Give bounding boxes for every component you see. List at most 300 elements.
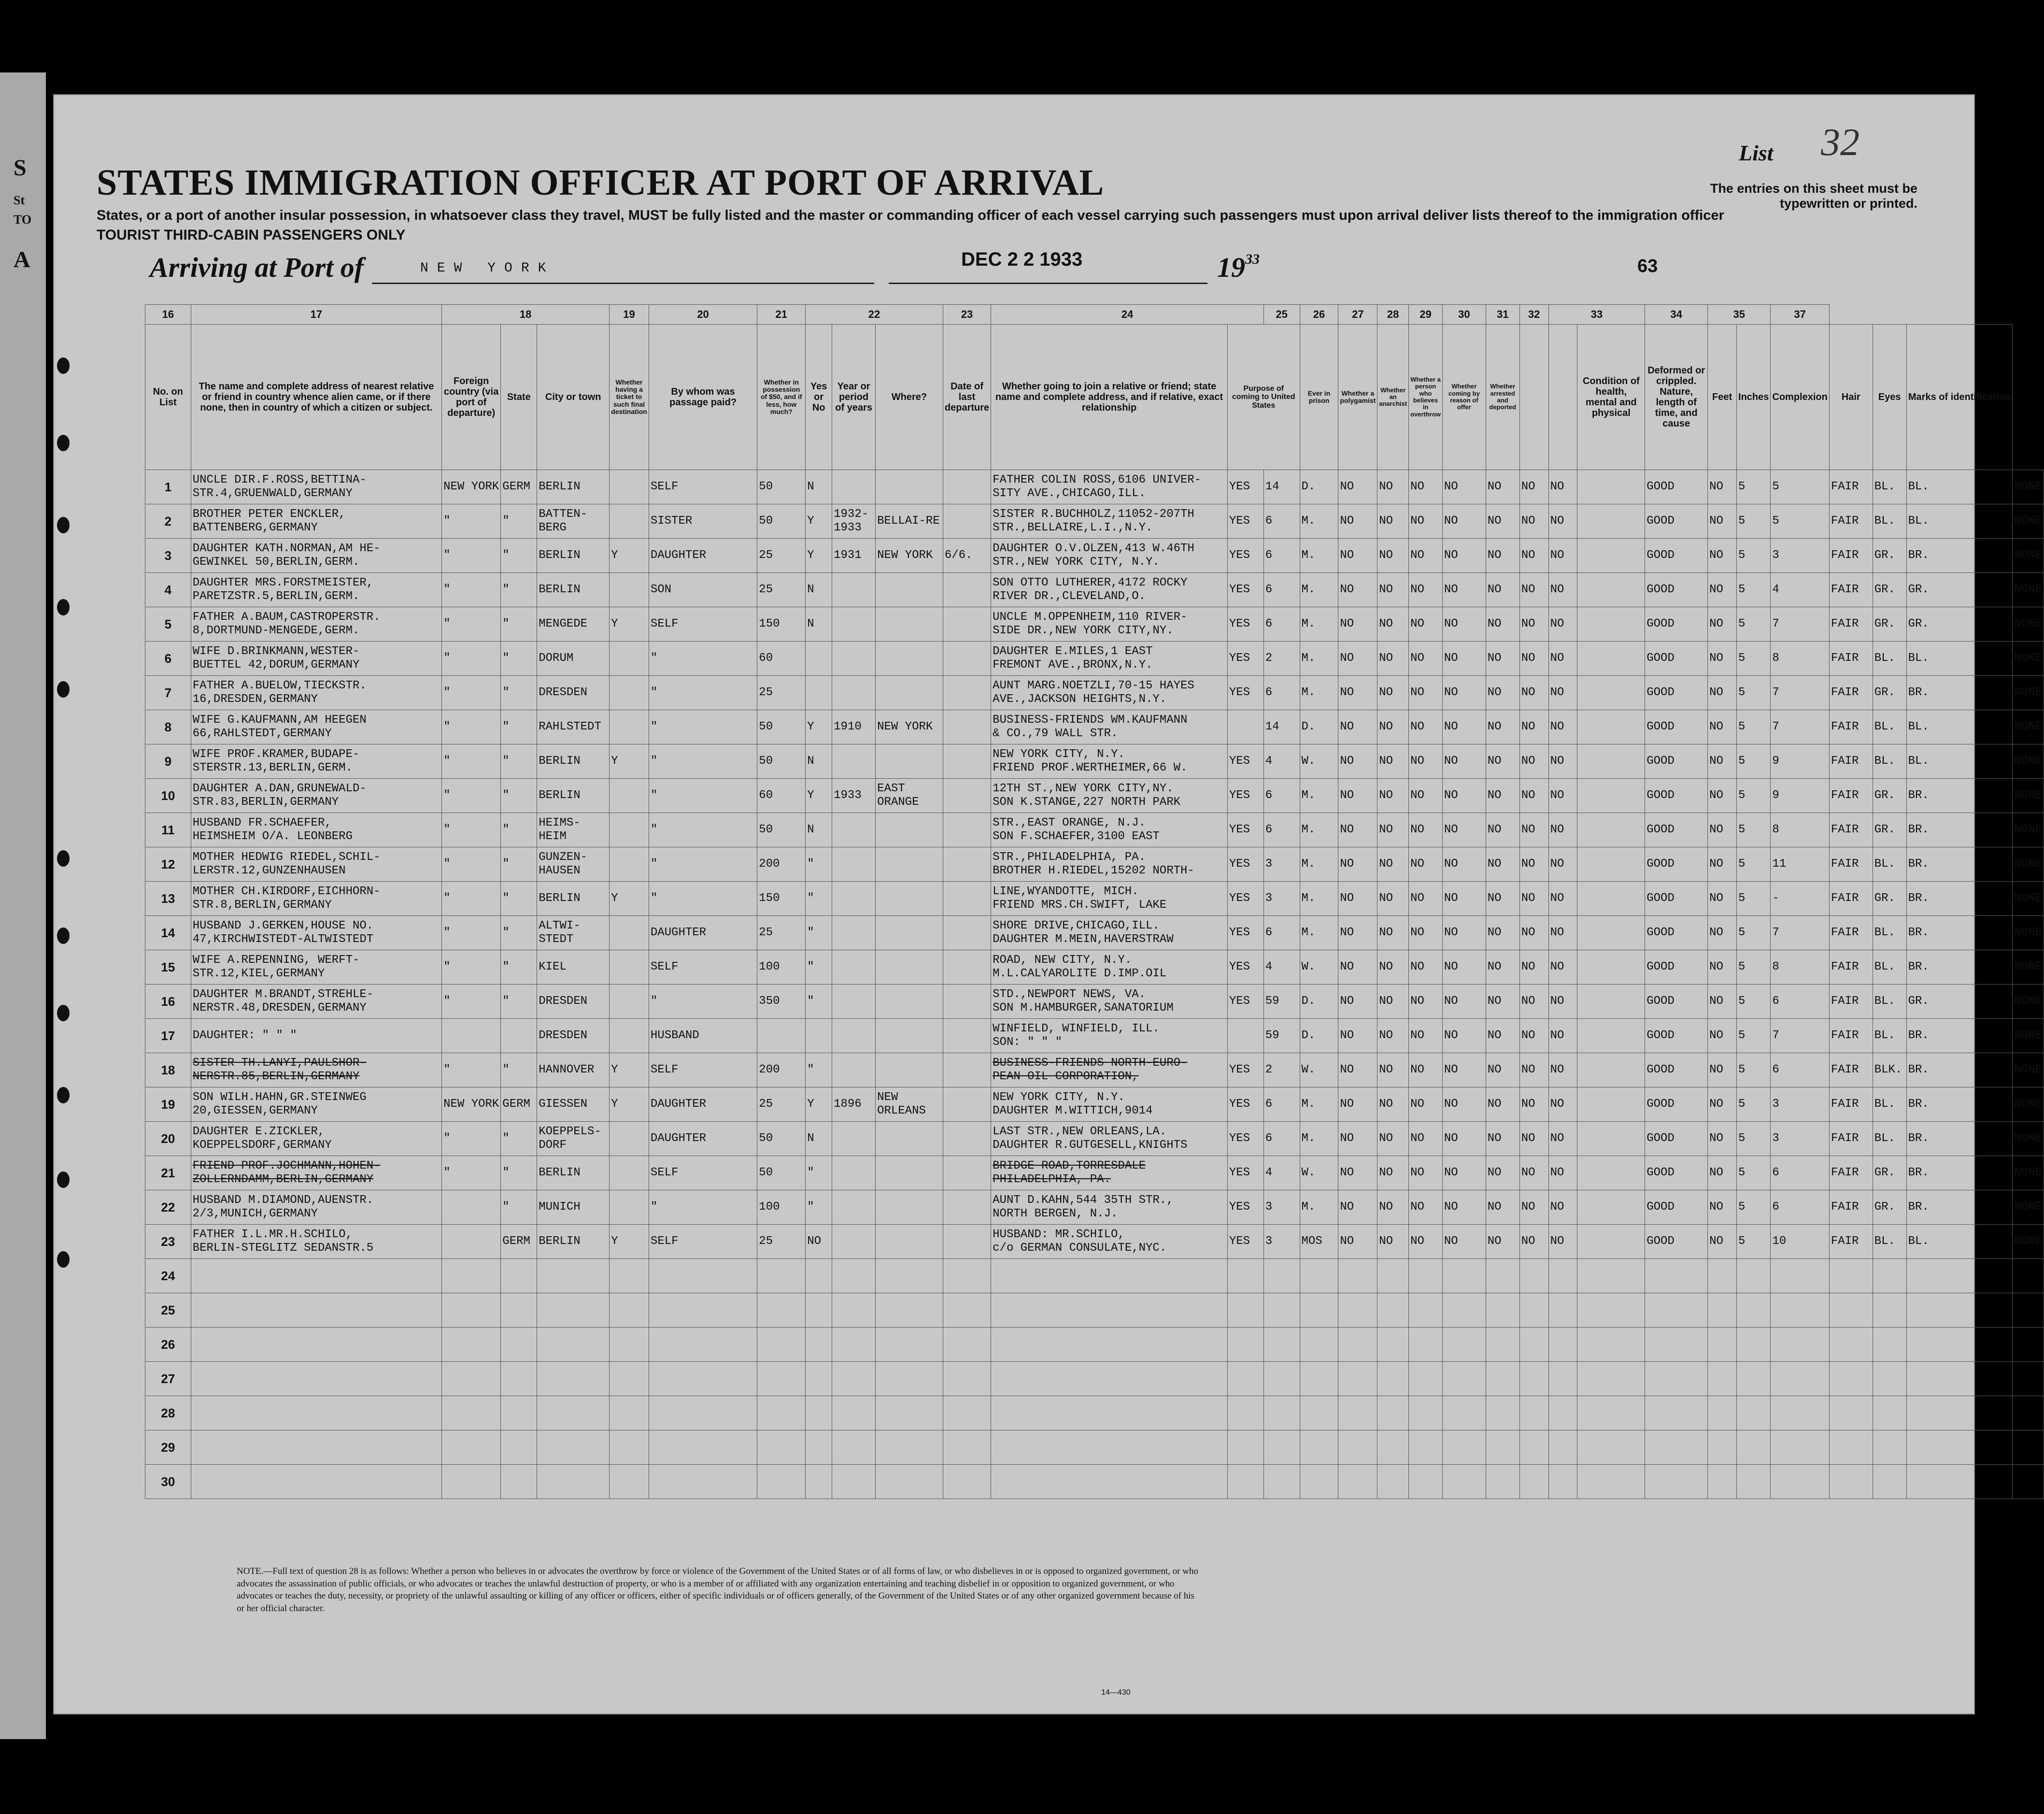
empty-cell bbox=[757, 1259, 806, 1293]
cell-line: STR.8,BERLIN,GERMANY bbox=[192, 899, 332, 912]
p1-cell: 3 bbox=[1263, 882, 1300, 916]
c-cell: NO bbox=[1409, 504, 1443, 539]
col-money: Whether in possession of $50, and if less, how much? bbox=[757, 325, 806, 470]
empty-cell bbox=[501, 1430, 537, 1465]
where-cell bbox=[876, 813, 943, 847]
paid-cell: " bbox=[649, 676, 757, 710]
ticket-cell bbox=[610, 779, 649, 813]
row-number: 29 bbox=[145, 1430, 191, 1465]
empty-cell bbox=[991, 1328, 1228, 1362]
cell-line: STR.4,GRUENWALD,GERMANY bbox=[192, 487, 353, 500]
row-number: 15 bbox=[145, 950, 191, 985]
eyes-cell: BR. bbox=[1906, 882, 2013, 916]
empty-cell bbox=[1737, 1259, 1771, 1293]
blank-cell bbox=[1577, 813, 1645, 847]
money-cell: 25 bbox=[757, 676, 806, 710]
p2-cell: W. bbox=[1300, 950, 1338, 985]
p1-cell: 4 bbox=[1263, 1156, 1300, 1190]
paid-cell: SON bbox=[649, 573, 757, 607]
g-cell: NO bbox=[1548, 813, 1577, 847]
p2-cell: M. bbox=[1300, 847, 1338, 882]
in-cell: 3 bbox=[1771, 1122, 1829, 1156]
table-row bbox=[145, 813, 2044, 847]
empty-cell bbox=[1708, 1328, 1737, 1362]
cell-line: SON K.STANGE,227 NORTH PARK bbox=[993, 796, 1181, 809]
deform-cell: NO bbox=[1708, 985, 1737, 1019]
c-cell: NO bbox=[1409, 1087, 1443, 1122]
f-cell: NO bbox=[1519, 1225, 1548, 1259]
relative-cell bbox=[191, 950, 441, 985]
health-cell: GOOD bbox=[1645, 779, 1708, 813]
d-cell: NO bbox=[1442, 847, 1486, 882]
cell-line: FATHER COLIN ROSS,6106 UNIVER- bbox=[993, 473, 1202, 487]
marks-cell: NONE bbox=[2013, 573, 2044, 607]
p2-cell: M. bbox=[1300, 573, 1338, 607]
empty-cell bbox=[1263, 1430, 1300, 1465]
p1-cell: 4 bbox=[1263, 744, 1300, 779]
in-cell: 7 bbox=[1771, 676, 1829, 710]
ticket-cell: Y bbox=[610, 607, 649, 642]
years-cell bbox=[832, 1156, 876, 1190]
hair-cell: GR. bbox=[1873, 539, 1906, 573]
p1-cell: 6 bbox=[1263, 779, 1300, 813]
d-cell: NO bbox=[1442, 676, 1486, 710]
yes-cell: YES bbox=[1227, 504, 1263, 539]
g-cell: NO bbox=[1548, 676, 1577, 710]
empty-cell bbox=[1873, 1362, 1906, 1396]
cell-line: UNCLE DIR.F.ROSS,BETTINA- bbox=[192, 473, 367, 487]
state-cell: " bbox=[501, 642, 537, 676]
marks-cell: NONE bbox=[2013, 676, 2044, 710]
years-cell bbox=[832, 1122, 876, 1156]
marks-cell: NONE bbox=[2013, 1122, 2044, 1156]
p2-cell: M. bbox=[1300, 882, 1338, 916]
state-cell: " bbox=[501, 744, 537, 779]
e-cell: NO bbox=[1486, 607, 1519, 642]
empty-cell bbox=[1442, 1362, 1486, 1396]
blank-cell bbox=[1577, 1053, 1645, 1087]
state-cell bbox=[501, 1019, 537, 1053]
in-cell: 5 bbox=[1771, 504, 1829, 539]
binder-hole bbox=[57, 850, 70, 867]
a-cell: NO bbox=[1338, 813, 1377, 847]
before-cell bbox=[806, 642, 832, 676]
empty-cell bbox=[191, 1259, 441, 1293]
binder-hole bbox=[57, 1251, 70, 1268]
comp-cell: FAIR bbox=[1829, 1190, 1873, 1225]
cell-line: WIFE A.REPENNING, WERFT- bbox=[192, 954, 360, 967]
a-cell: NO bbox=[1338, 985, 1377, 1019]
table-row-empty bbox=[145, 1293, 2044, 1328]
paid-cell: HUSBAND bbox=[649, 1019, 757, 1053]
row-number: 10 bbox=[145, 779, 191, 813]
hair-cell: BL. bbox=[1873, 950, 1906, 985]
date-cell: 6/6. bbox=[943, 539, 991, 573]
row-number: 19 bbox=[145, 1087, 191, 1122]
ft-cell: 5 bbox=[1737, 710, 1771, 744]
empty-cell bbox=[832, 1430, 876, 1465]
empty-cell bbox=[1300, 1465, 1338, 1499]
deform-cell: NO bbox=[1708, 1087, 1737, 1122]
comp-cell: FAIR bbox=[1829, 1019, 1873, 1053]
edge-letter: St bbox=[14, 193, 25, 207]
city-cell: BERLIN bbox=[537, 539, 610, 573]
yes-cell: YES bbox=[1227, 916, 1263, 950]
empty-cell bbox=[1409, 1362, 1443, 1396]
a-cell: NO bbox=[1338, 470, 1377, 504]
before-cell bbox=[806, 676, 832, 710]
empty-cell bbox=[1377, 1465, 1409, 1499]
p1-cell: 3 bbox=[1263, 1225, 1300, 1259]
empty-cell bbox=[1338, 1362, 1377, 1396]
empty-cell bbox=[806, 1396, 832, 1430]
money-cell: 150 bbox=[757, 607, 806, 642]
deform-cell: NO bbox=[1708, 470, 1737, 504]
marks-cell: NONE bbox=[2013, 539, 2044, 573]
cell-line: STR.12,KIEL,GERMANY bbox=[192, 967, 325, 980]
cell-line: BROTHER PETER ENCKLER, bbox=[192, 508, 346, 521]
empty-cell bbox=[649, 1396, 757, 1430]
row-number: 5 bbox=[145, 607, 191, 642]
in-cell: 8 bbox=[1771, 642, 1829, 676]
in-cell: 9 bbox=[1771, 779, 1829, 813]
empty-cell bbox=[442, 1328, 501, 1362]
cell-line: DAUGHTER MRS.FORSTMEISTER, bbox=[192, 576, 374, 590]
col-ticket: Whether having a ticket to such final destination bbox=[610, 325, 649, 470]
where-cell bbox=[876, 470, 943, 504]
date-underline bbox=[889, 283, 1207, 284]
state-cell: " bbox=[501, 950, 537, 985]
money-cell: 25 bbox=[757, 916, 806, 950]
deform-cell: NO bbox=[1708, 676, 1737, 710]
table-row bbox=[145, 573, 2044, 607]
empty-cell bbox=[1377, 1259, 1409, 1293]
cell-line: AVE.,JACKSON HEIGHTS,N.Y. bbox=[993, 693, 1167, 706]
c-cell: NO bbox=[1409, 916, 1443, 950]
eyes-cell: BR. bbox=[1906, 813, 2013, 847]
table-row-empty bbox=[145, 1396, 2044, 1430]
where-cell bbox=[876, 882, 943, 916]
empty-cell bbox=[943, 1396, 991, 1430]
binder-hole bbox=[57, 599, 70, 615]
city-cell: DRESDEN bbox=[537, 676, 610, 710]
empty-cell bbox=[2013, 1396, 2044, 1430]
table-row bbox=[145, 744, 2044, 779]
cell-line: FATHER I.L.MR.H.SCHILO, bbox=[192, 1228, 353, 1242]
empty-cell bbox=[1737, 1396, 1771, 1430]
col-prison: Ever in prison bbox=[1300, 325, 1338, 470]
empty-cell bbox=[1548, 1465, 1577, 1499]
yes-cell: YES bbox=[1227, 573, 1263, 607]
in-cell: 11 bbox=[1771, 847, 1829, 882]
d-cell: NO bbox=[1442, 882, 1486, 916]
cell-line: FRIEND MRS.CH.SWIFT, LAKE bbox=[993, 899, 1167, 912]
cell-line: M.L.CALYAROLITE D.IMP.OIL bbox=[993, 967, 1167, 980]
cell-line: HEIMSHEIM O/A. LEONBERG bbox=[192, 830, 353, 843]
blank-cell bbox=[1577, 1122, 1645, 1156]
relative-cell bbox=[191, 470, 441, 504]
g-cell: NO bbox=[1548, 539, 1577, 573]
date-cell bbox=[943, 1190, 991, 1225]
state-cell: " bbox=[501, 1053, 537, 1087]
ticket-cell bbox=[610, 710, 649, 744]
cell-line: DAUGHTER O.V.OLZEN,413 W.46TH bbox=[993, 542, 1194, 556]
empty-cell bbox=[501, 1362, 537, 1396]
ticket-cell bbox=[610, 916, 649, 950]
c-cell: NO bbox=[1409, 710, 1443, 744]
a-cell: NO bbox=[1338, 573, 1377, 607]
table-row bbox=[145, 607, 2044, 642]
table-row-empty bbox=[145, 1465, 2044, 1499]
money-cell: 100 bbox=[757, 1190, 806, 1225]
deform-cell: NO bbox=[1708, 1053, 1737, 1087]
empty-cell bbox=[1771, 1362, 1829, 1396]
empty-cell bbox=[1906, 1396, 2013, 1430]
money-cell: 25 bbox=[757, 1225, 806, 1259]
arriving-label: Arriving at Port of bbox=[150, 252, 364, 283]
page-number: 63 bbox=[1637, 256, 1658, 276]
hair-cell: BL. bbox=[1873, 710, 1906, 744]
empty-cell bbox=[1338, 1293, 1377, 1328]
col-inches: Inches bbox=[1737, 325, 1771, 470]
cell-line: MOTHER CH.KIRDORF,EICHHORN- bbox=[192, 885, 381, 899]
before-cell: Y bbox=[806, 779, 832, 813]
before-cell: " bbox=[806, 1156, 832, 1190]
hair-cell: BL. bbox=[1873, 916, 1906, 950]
cell-line: LERSTR.12,GUNZENHAUSEN bbox=[192, 864, 346, 877]
ticket-cell bbox=[610, 573, 649, 607]
relative-cell bbox=[191, 1156, 441, 1190]
blank-cell bbox=[1577, 779, 1645, 813]
c-cell: NO bbox=[1409, 573, 1443, 607]
deform-cell: NO bbox=[1708, 1225, 1737, 1259]
health-cell: GOOD bbox=[1645, 642, 1708, 676]
years-cell: 1932-1933 bbox=[832, 504, 876, 539]
d-cell: NO bbox=[1442, 539, 1486, 573]
cell-line: RIVER DR.,CLEVELAND,O. bbox=[993, 590, 1146, 603]
d-cell: NO bbox=[1442, 950, 1486, 985]
table-row bbox=[145, 1122, 2044, 1156]
row-number: 4 bbox=[145, 573, 191, 607]
p1-cell: 2 bbox=[1263, 642, 1300, 676]
years-cell bbox=[832, 1019, 876, 1053]
col-eyes: Eyes bbox=[1873, 325, 1906, 470]
col-blank bbox=[1519, 325, 1548, 470]
ticket-cell: Y bbox=[610, 539, 649, 573]
blank-cell bbox=[1577, 847, 1645, 882]
c-cell: NO bbox=[1409, 676, 1443, 710]
date-cell bbox=[943, 779, 991, 813]
date-cell bbox=[943, 710, 991, 744]
c-cell: NO bbox=[1409, 1156, 1443, 1190]
port-underline bbox=[372, 283, 874, 284]
e-cell: NO bbox=[1486, 1190, 1519, 1225]
e-cell: NO bbox=[1486, 847, 1519, 882]
d-cell: NO bbox=[1442, 985, 1486, 1019]
ticket-cell bbox=[610, 1156, 649, 1190]
relative-cell bbox=[191, 676, 441, 710]
empty-cell bbox=[1409, 1328, 1443, 1362]
cell-line: SHORE DRIVE,CHICAGO,ILL. bbox=[993, 919, 1160, 933]
ticket-cell: Y bbox=[610, 882, 649, 916]
empty-cell bbox=[1338, 1328, 1377, 1362]
cell-line: BATTENBERG,GERMANY bbox=[192, 521, 318, 534]
empty-cell bbox=[991, 1465, 1228, 1499]
empty-cell bbox=[1737, 1430, 1771, 1465]
foreign-cell: " bbox=[442, 642, 501, 676]
p2-cell: M. bbox=[1300, 504, 1338, 539]
empty-cell bbox=[649, 1328, 757, 1362]
deform-cell: NO bbox=[1708, 779, 1737, 813]
empty-cell bbox=[1548, 1328, 1577, 1362]
empty-cell bbox=[1829, 1259, 1873, 1293]
blank-cell bbox=[1577, 1190, 1645, 1225]
b-cell: NO bbox=[1377, 950, 1409, 985]
g-cell: NO bbox=[1548, 1225, 1577, 1259]
years-cell: 1896 bbox=[832, 1087, 876, 1122]
relative-cell bbox=[191, 1053, 441, 1087]
years-cell bbox=[832, 950, 876, 985]
health-cell: GOOD bbox=[1645, 1019, 1708, 1053]
hair-cell: BL. bbox=[1873, 1087, 1906, 1122]
d-cell: NO bbox=[1442, 642, 1486, 676]
row-number: 7 bbox=[145, 676, 191, 710]
state-cell: " bbox=[501, 916, 537, 950]
relative-cell bbox=[191, 539, 441, 573]
marks-cell: NONE bbox=[2013, 710, 2044, 744]
city-cell: BERLIN bbox=[537, 779, 610, 813]
empty-cell bbox=[442, 1362, 501, 1396]
paid-cell: SELF bbox=[649, 607, 757, 642]
foreign-cell: " bbox=[442, 1156, 501, 1190]
empty-cell bbox=[1300, 1362, 1338, 1396]
date-cell bbox=[943, 607, 991, 642]
yes-cell: YES bbox=[1227, 847, 1263, 882]
where-cell bbox=[876, 985, 943, 1019]
hair-cell: GR. bbox=[1873, 813, 1906, 847]
relative-cell bbox=[191, 847, 441, 882]
edge-letter: A bbox=[14, 247, 30, 272]
empty-cell bbox=[1300, 1259, 1338, 1293]
table-row bbox=[145, 1225, 2044, 1259]
before-cell: N bbox=[806, 744, 832, 779]
empty-cell bbox=[1771, 1465, 1829, 1499]
hair-cell: BL. bbox=[1873, 504, 1906, 539]
state-cell: " bbox=[501, 710, 537, 744]
yes-cell: YES bbox=[1227, 882, 1263, 916]
where-cell: NEW ORLEANS bbox=[876, 1087, 943, 1122]
b-cell: NO bbox=[1377, 1156, 1409, 1190]
cell-line: DAUGHTER R.GUTGESELL,KNIGHTS bbox=[993, 1139, 1188, 1152]
paid-cell: SISTER bbox=[649, 504, 757, 539]
empty-cell bbox=[991, 1396, 1228, 1430]
eyes-cell: GR. bbox=[1906, 607, 2013, 642]
hair-cell: BLK. bbox=[1873, 1053, 1906, 1087]
joining-cell bbox=[991, 985, 1228, 1019]
health-cell: GOOD bbox=[1645, 470, 1708, 504]
foreign-cell: " bbox=[442, 607, 501, 642]
empty-cell bbox=[1548, 1362, 1577, 1396]
cell-line: SON WILH.HAHN,GR.STEINWEG bbox=[192, 1091, 367, 1104]
g-cell: NO bbox=[1548, 950, 1577, 985]
cell-line: UNCLE M.OPPENHEIM,110 RIVER- bbox=[993, 611, 1188, 624]
c-cell: NO bbox=[1409, 813, 1443, 847]
row-number: 3 bbox=[145, 539, 191, 573]
paid-cell: SELF bbox=[649, 1225, 757, 1259]
p1-cell: 6 bbox=[1263, 504, 1300, 539]
marks-cell: NONE bbox=[2013, 813, 2044, 847]
class-line: TOURIST THIRD-CABIN PASSENGERS ONLY bbox=[97, 227, 406, 243]
ticket-cell: Y bbox=[610, 744, 649, 779]
p1-cell: 6 bbox=[1263, 676, 1300, 710]
empty-cell bbox=[757, 1465, 806, 1499]
comp-cell: FAIR bbox=[1829, 779, 1873, 813]
empty-cell bbox=[501, 1465, 537, 1499]
g-cell: NO bbox=[1548, 847, 1577, 882]
empty-cell bbox=[943, 1328, 991, 1362]
table-row bbox=[145, 985, 2044, 1019]
footnote: NOTE.—Full text of question 28 is as follows: Whether a person who believes in or advocates the overthrow by force or violence of the Government of the United States or of all forms of law, or who disbelieves in or is opposed to organized government, or who advocates the assassination of public officials, or who advocates or teaches the unlawful destruction of property, or who is a member of or affiliated with any organization entertaining and teaching disbelief in or opposition to organized government, or who advocates or teaches the duty, necessity, or propriety of the unlawful assaulting or killing of any officer or officers, either of specific individuals or of officers generally, of the Government of the United States or of any other organized government because of his or her official character. bbox=[237, 1566, 1199, 1614]
empty-cell bbox=[1645, 1430, 1708, 1465]
table-row bbox=[145, 1190, 2044, 1225]
empty-cell bbox=[1263, 1362, 1300, 1396]
empty-cell bbox=[806, 1465, 832, 1499]
empty-cell bbox=[1829, 1362, 1873, 1396]
comp-cell: FAIR bbox=[1829, 813, 1873, 847]
eyes-cell: BR. bbox=[1906, 779, 2013, 813]
cell-line: NERSTR.48,DRESDEN,GERMANY bbox=[192, 1001, 367, 1014]
deform-cell: NO bbox=[1708, 916, 1737, 950]
empty-cell bbox=[1708, 1293, 1737, 1328]
blank-cell bbox=[1577, 1156, 1645, 1190]
empty-cell bbox=[1577, 1328, 1645, 1362]
ft-cell: 5 bbox=[1737, 847, 1771, 882]
empty-cell bbox=[537, 1259, 610, 1293]
empty-cell bbox=[1737, 1465, 1771, 1499]
before-cell: " bbox=[806, 950, 832, 985]
relative-cell bbox=[191, 916, 441, 950]
b-cell: NO bbox=[1377, 916, 1409, 950]
money-cell: 25 bbox=[757, 1087, 806, 1122]
marks-cell: NONE bbox=[2013, 744, 2044, 779]
column-number-row: 16 17 18 19 20 21 22 23 24 25 26 27 28 29 30 31 32 33 34 35 37 bbox=[145, 305, 2044, 325]
paid-cell: DAUGHTER bbox=[649, 1087, 757, 1122]
cell-line: SON F.SCHAEFER,3100 EAST bbox=[993, 830, 1160, 843]
e-cell: NO bbox=[1486, 1156, 1519, 1190]
eyes-cell: BL. bbox=[1906, 710, 2013, 744]
eyes-cell: BR. bbox=[1906, 1190, 2013, 1225]
e-cell: NO bbox=[1486, 1225, 1519, 1259]
paid-cell: " bbox=[649, 779, 757, 813]
empty-cell bbox=[876, 1328, 943, 1362]
before-cell: " bbox=[806, 847, 832, 882]
f-cell: NO bbox=[1519, 1087, 1548, 1122]
cell-line: 8,DORTMUND-MENGEDE,GERM. bbox=[192, 624, 360, 637]
marks-cell: NONE bbox=[2013, 847, 2044, 882]
before-cell: " bbox=[806, 916, 832, 950]
g-cell: NO bbox=[1548, 710, 1577, 744]
cell-line: MOTHER HEDWIG RIEDEL,SCHIL- bbox=[192, 851, 381, 864]
eyes-cell: BL. bbox=[1906, 504, 2013, 539]
cell-line: BRIDGE ROAD,TORRESDALE bbox=[993, 1159, 1146, 1173]
empty-cell bbox=[1377, 1328, 1409, 1362]
empty-cell bbox=[1829, 1293, 1873, 1328]
d-cell: NO bbox=[1442, 1053, 1486, 1087]
c-cell: NO bbox=[1409, 470, 1443, 504]
cell-line: HUSBAND J.GERKEN,HOUSE NO. bbox=[192, 919, 374, 933]
cell-line: HUSBAND: MR.SCHILO, bbox=[993, 1228, 1125, 1242]
paid-cell: " bbox=[649, 744, 757, 779]
